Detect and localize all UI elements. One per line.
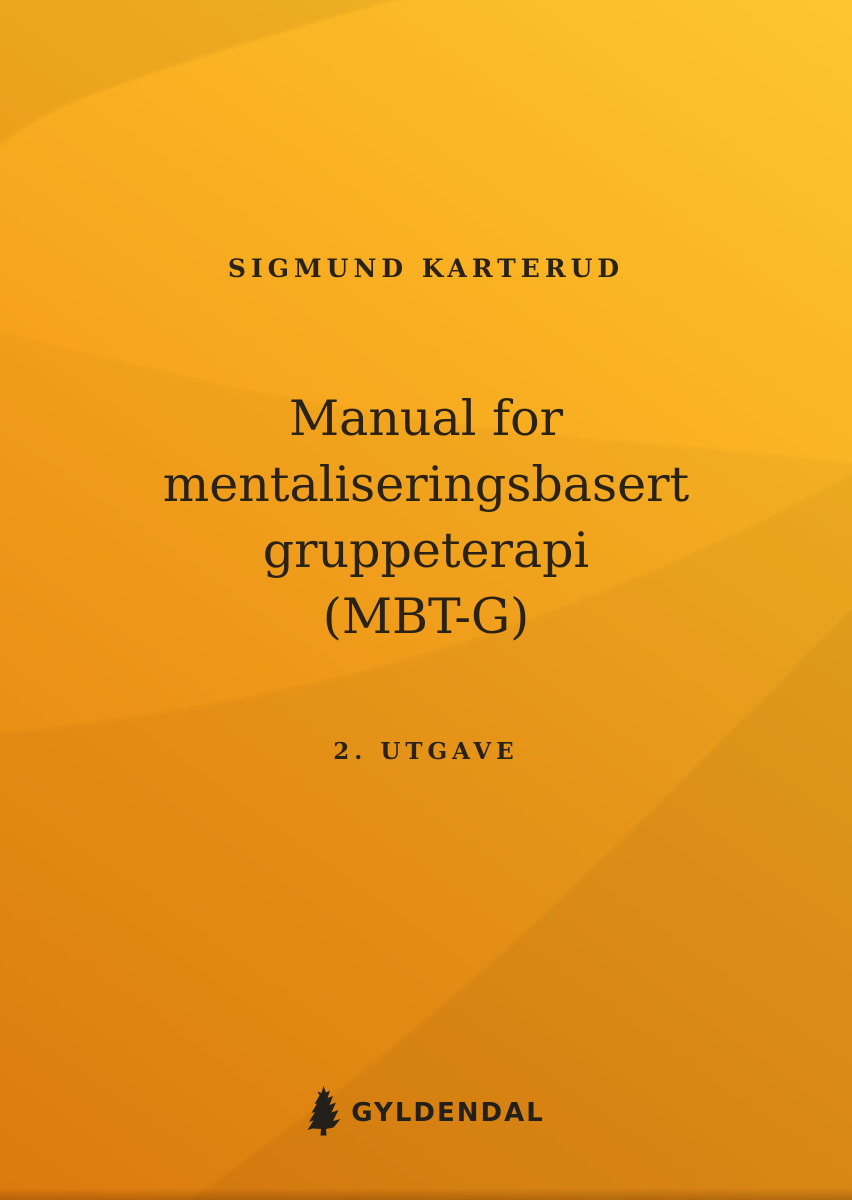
- spruce-tree-icon: [307, 1086, 341, 1136]
- title-line-2: mentaliseringsbasert: [162, 456, 690, 513]
- book-title: [0, 386, 852, 650]
- publisher-name: GYLDENDAL: [351, 1098, 545, 1128]
- title-line-3: gruppeterapi: [262, 522, 590, 579]
- publisher-logo: [0, 1086, 852, 1136]
- author-name: SIGMUND KARTERUD: [227, 254, 625, 283]
- title-line-4: (MBT-G): [322, 588, 530, 645]
- title-line-1: Manual for: [288, 390, 564, 447]
- edition-label: 2. UTGAVE: [333, 738, 519, 765]
